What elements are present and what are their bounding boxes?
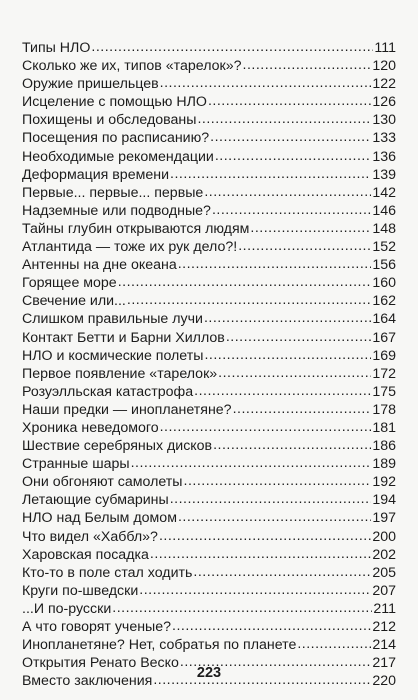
dot-leader (112, 599, 372, 617)
dot-leader (210, 128, 371, 146)
toc-entry-page: 130 (372, 112, 396, 129)
toc-entry (22, 148, 396, 166)
toc-entry-page: 207 (372, 582, 396, 599)
dot-leader (213, 436, 371, 454)
dot-leader (184, 472, 372, 490)
toc-entry (22, 365, 396, 383)
toc-entry-title: Харовская посадка (22, 546, 149, 563)
toc-entry-page: 146 (372, 202, 396, 219)
toc-entry-title: Летающие субмарины (22, 492, 169, 509)
toc-entry-title: Похищены и обследованы (22, 112, 197, 129)
toc-entry (22, 292, 396, 310)
dot-leader (204, 346, 371, 364)
toc-entry-page: 178 (372, 401, 396, 418)
toc-entry-page: 162 (372, 293, 396, 310)
toc-entry-title: Посещения по расписанию? (22, 130, 210, 147)
toc-entry-title: Первые... первые... первые (22, 184, 204, 201)
toc-entry (22, 618, 396, 636)
toc-entry-title: Сколько же их, типов «тарелок»? (22, 58, 242, 75)
dot-leader (172, 617, 371, 635)
dot-leader (127, 291, 371, 309)
toc-entry (22, 39, 396, 57)
dot-leader (194, 382, 371, 400)
toc-entry (22, 528, 396, 546)
dot-leader (91, 38, 373, 56)
toc-entry-page: 139 (372, 166, 396, 183)
toc-entry-page: 200 (372, 528, 396, 545)
toc-entry-title: Горящее море (22, 275, 117, 292)
toc-entry-page: 211 (373, 600, 396, 617)
dot-leader (197, 110, 371, 128)
toc-entry-page: 194 (372, 492, 396, 509)
toc-entry-page: 122 (372, 76, 396, 93)
toc-entry-title: Они обгоняют самолеты (22, 474, 183, 491)
toc-entry-page: 181 (372, 419, 396, 436)
toc-entry (22, 546, 396, 564)
toc-entry-title: Антенны на дне океана (22, 257, 177, 274)
toc-entry-page: 126 (372, 94, 396, 111)
toc-entry-page: 189 (372, 456, 396, 473)
toc-entry-page: 205 (372, 564, 396, 581)
toc-entry-page: 120 (372, 58, 396, 75)
dot-leader (160, 418, 372, 436)
dot-leader (159, 527, 371, 545)
toc-entry (22, 166, 396, 184)
toc-entry-title: Шествие серебряных дисков (22, 438, 213, 455)
dot-leader (218, 364, 371, 382)
dot-leader (243, 56, 372, 74)
toc-entry-title: ...И по-русски (22, 600, 112, 617)
toc-entry (22, 238, 396, 256)
toc-entry-page: 175 (372, 383, 396, 400)
toc-entry (22, 636, 396, 654)
toc-entry-page: 172 (372, 365, 396, 382)
toc-entry-title: Деформация времени (22, 166, 169, 183)
toc-entry-page: 197 (372, 510, 396, 527)
toc-entry-page: 111 (374, 40, 396, 56)
dot-leader (178, 255, 372, 273)
toc-entry (22, 274, 396, 292)
toc-entry-title: Вместо заключения (22, 673, 153, 690)
toc-entry-page: 142 (372, 184, 396, 201)
toc-entry-page: 152 (372, 239, 396, 256)
toc-entry (22, 111, 396, 129)
toc-entry (22, 75, 396, 93)
toc-entry (22, 310, 396, 328)
toc-entry-page: 133 (372, 130, 396, 147)
toc-entry (22, 401, 396, 419)
toc-entry (22, 93, 396, 111)
dot-leader (170, 165, 371, 183)
toc-entry (22, 256, 396, 274)
toc-entry (22, 347, 396, 365)
toc-entry-title: Наши предки — инопланетяне? (22, 401, 232, 418)
toc-entry-page: 192 (372, 474, 396, 491)
dot-leader (150, 545, 371, 563)
toc-entry-title: Необходимые рекомендации (22, 148, 214, 165)
toc-entry (22, 455, 396, 473)
toc-entry-title: Свечение или... (22, 293, 126, 310)
page-number: 223 (196, 665, 222, 681)
toc-entry-page: 212 (372, 619, 396, 635)
dot-leader (208, 92, 371, 110)
toc-entry (22, 129, 396, 147)
toc-entry-title: Типы НЛО (22, 40, 91, 56)
toc-entry-title: Кто-то в поле стал ходить (22, 564, 193, 581)
toc-entry-title: Инопланетяне? Нет, собратья по планете (22, 637, 297, 654)
toc-entry-page: 160 (372, 275, 396, 292)
toc-entry-title: Контакт Бетти и Барни Хиллов (22, 329, 225, 346)
toc-entry (22, 564, 396, 582)
dot-leader (297, 635, 371, 653)
toc-entry-page: 214 (372, 637, 396, 654)
toc-entry (22, 329, 396, 347)
dot-leader (233, 400, 372, 418)
toc-entry-page: 186 (372, 438, 396, 455)
toc-entry (22, 57, 396, 75)
toc-entry-title: Первое появление «тарелок» (22, 365, 218, 382)
toc-entry-title: Розуэлльская катастрофа (22, 383, 194, 400)
toc-entry-title: Странные шары (22, 456, 130, 473)
toc-entry (22, 383, 396, 401)
toc-entry (22, 491, 396, 509)
dot-leader (131, 454, 372, 472)
toc-entry-title: Оружие пришельцев (22, 76, 159, 93)
toc-entry-title: НЛО над Белым домом (22, 510, 177, 527)
toc-entry-page: 164 (372, 311, 396, 328)
dot-leader (226, 328, 372, 346)
dot-leader (215, 147, 371, 165)
toc-entry-page: 220 (372, 673, 396, 690)
dot-leader (118, 273, 372, 291)
dot-leader (212, 201, 371, 219)
table-of-contents (22, 39, 396, 690)
dot-leader (204, 309, 371, 327)
dot-leader (139, 581, 371, 599)
toc-entry (22, 202, 396, 220)
dot-leader (193, 563, 371, 581)
dot-leader (160, 74, 372, 92)
toc-entry-title: Открытия Ренато Веско (22, 655, 179, 672)
toc-entry-title: Атлантида — тоже их рук дело?! (22, 239, 238, 256)
toc-entry-page: 167 (372, 329, 396, 346)
dot-leader (250, 219, 371, 237)
toc-entry-title: Слишком правильные лучи (22, 311, 203, 328)
dot-leader (170, 490, 372, 508)
toc-entry-title: Хроника неведомого (22, 419, 159, 436)
toc-entry-title: НЛО и космические полеты (22, 347, 204, 364)
toc-entry-page: 217 (372, 655, 396, 672)
toc-entry-page: 202 (372, 546, 396, 563)
toc-entry (22, 437, 396, 455)
toc-entry-title: Круги по-шведски (22, 582, 139, 599)
toc-entry (22, 473, 396, 491)
toc-entry-page: 169 (372, 347, 396, 364)
toc-entry-title: Что видел «Хаббл»? (22, 528, 158, 545)
toc-entry-title: Надземные или подводные? (22, 202, 211, 219)
toc-entry (22, 509, 396, 527)
dot-leader (178, 508, 371, 526)
dot-leader (204, 183, 371, 201)
toc-entry (22, 419, 396, 437)
dot-leader (238, 237, 371, 255)
toc-entry-page: 148 (372, 220, 396, 237)
toc-entry-page: 156 (372, 257, 396, 274)
toc-entry-title: А что говорят ученые? (22, 619, 172, 635)
toc-entry (22, 600, 396, 618)
toc-entry (22, 184, 396, 202)
toc-entry-title: Исцеление с помощью НЛО (22, 94, 207, 111)
toc-entry-page: 136 (372, 148, 396, 165)
toc-entry (22, 220, 396, 238)
toc-entry-title: Тайны глубин открываются людям (22, 220, 250, 237)
toc-entry (22, 582, 396, 600)
